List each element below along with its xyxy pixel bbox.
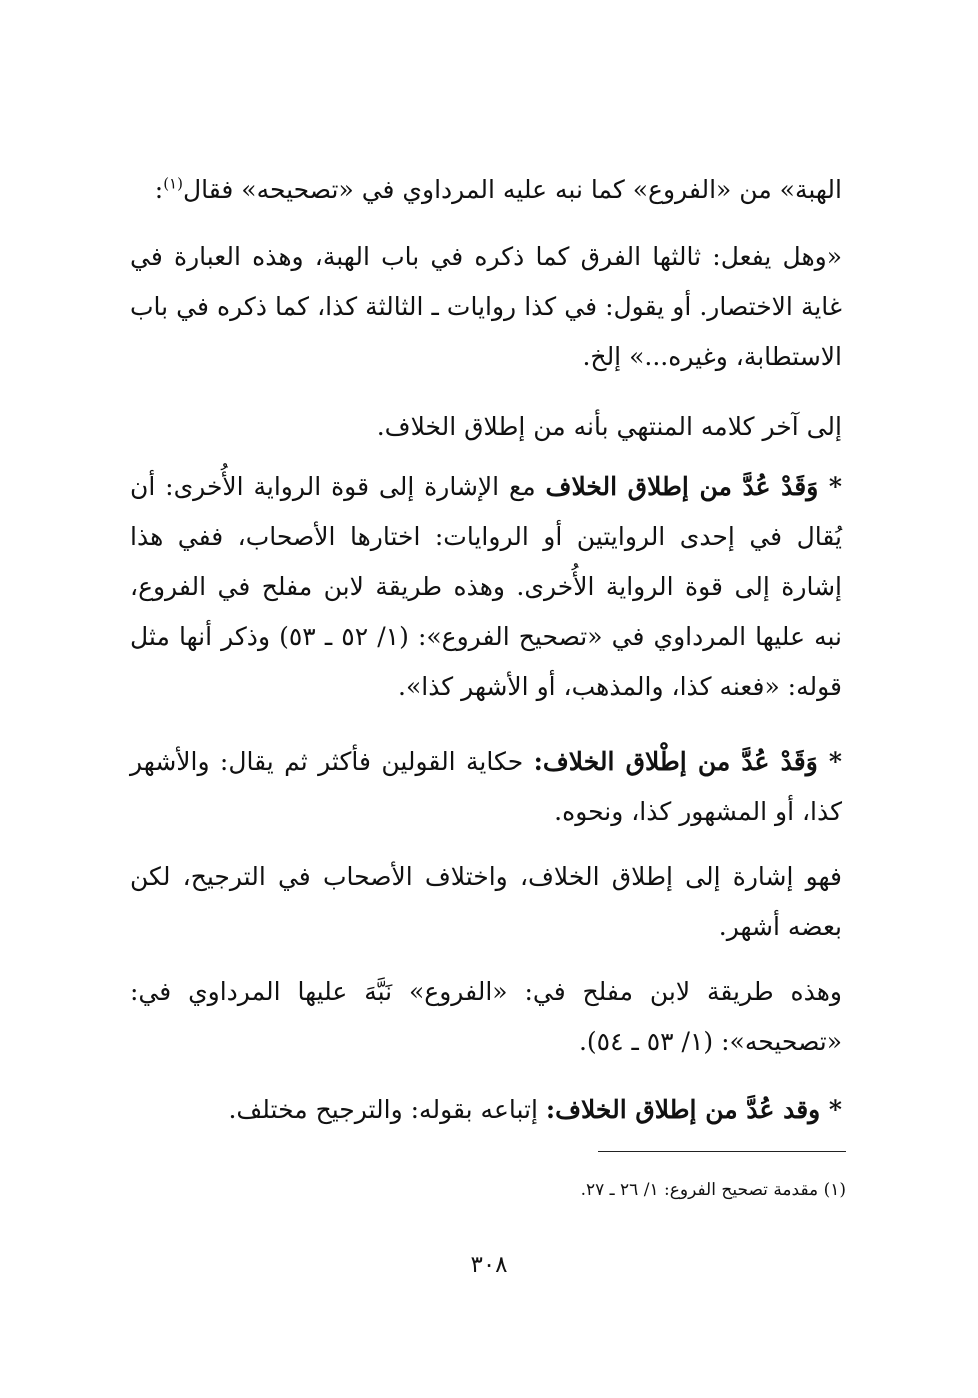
paragraph-tail: : [154, 175, 164, 204]
paragraph-5 [130, 737, 842, 837]
paragraph-text: وهذه طريقة لابن مفلح في: «الفروع» نَبَّهَ عليها المرداوي في: «تصحيحه»: (١/ ٥٣ ـ ٥٤). [130, 977, 842, 1056]
bold-heading: * وَقَدْ عُدَّ من إطْلاق الخلاف: [533, 747, 842, 776]
paragraph-text: إلى آخر كلامه المنتهي بأنه من إطلاق الخلاف. [376, 412, 842, 441]
bold-heading: * وقد عُدَّ من إطلاق الخلاف: [545, 1095, 842, 1124]
paragraph-8 [130, 1085, 842, 1135]
paragraph-7 [130, 967, 842, 1067]
paragraph-2 [130, 232, 842, 382]
paragraph-text: إتباعه بقوله: والترجيح مختلف. [228, 1095, 546, 1124]
paragraph-text: حكاية القولين فأكثر ثم يقال: والأشهر كذا، أو المشهور كذا، ونحوه. [130, 747, 842, 826]
bold-heading: * وَقَدْ عُدَّ من إطلاق الخلاف [545, 472, 842, 501]
paragraph-text: مع الإشارة إلى قوة الرواية الأُخرى: أن يُقال في إحدى الروايتين أو الروايات: اختارها الأصحاب، ففي هذا إشارة إلى قوة الرواية الأُخرى. وهذه طريقة لابن مفلح في الفروع، نبه عليها المرداوي في «تصحيح الفروع»: (١/ ٥٢ ـ ٥٣) وذكر أنها مثل قوله: «فعنه كذا، والمذهب، أو الأشهر كذا». [130, 472, 843, 701]
page-number: ٣٠٨ [470, 1252, 508, 1278]
paragraph-6 [130, 852, 842, 952]
paragraph-text: الهبة» من «الفروع» كما نبه عليه المرداوي في «تصحيحه» فقال [182, 175, 842, 204]
paragraph-text: «وهل يفعل: ثالثها الفرق كما ذكره في باب الهبة، وهذه العبارة في غاية الاختصار. أو يقول: في كذا روايات ـ الثالثة كذا، كما ذكره في باب الاستطابة، وغيره...» إلخ. [130, 242, 842, 371]
footnote: (١) مقدمة تصحيح الفروع: ١/ ٢٦ ـ ٢٧. [580, 1180, 846, 1200]
paragraph-1 [130, 165, 842, 215]
paragraph-4 [130, 462, 842, 712]
footnote-divider [598, 1151, 846, 1152]
paragraph-text: فهو إشارة إلى إطلاق الخلاف، واختلاف الأصحاب في الترجيح، لكن بعضه أشهر. [130, 862, 842, 941]
footnote-marker: (١) [163, 174, 183, 193]
paragraph-3 [130, 402, 842, 452]
